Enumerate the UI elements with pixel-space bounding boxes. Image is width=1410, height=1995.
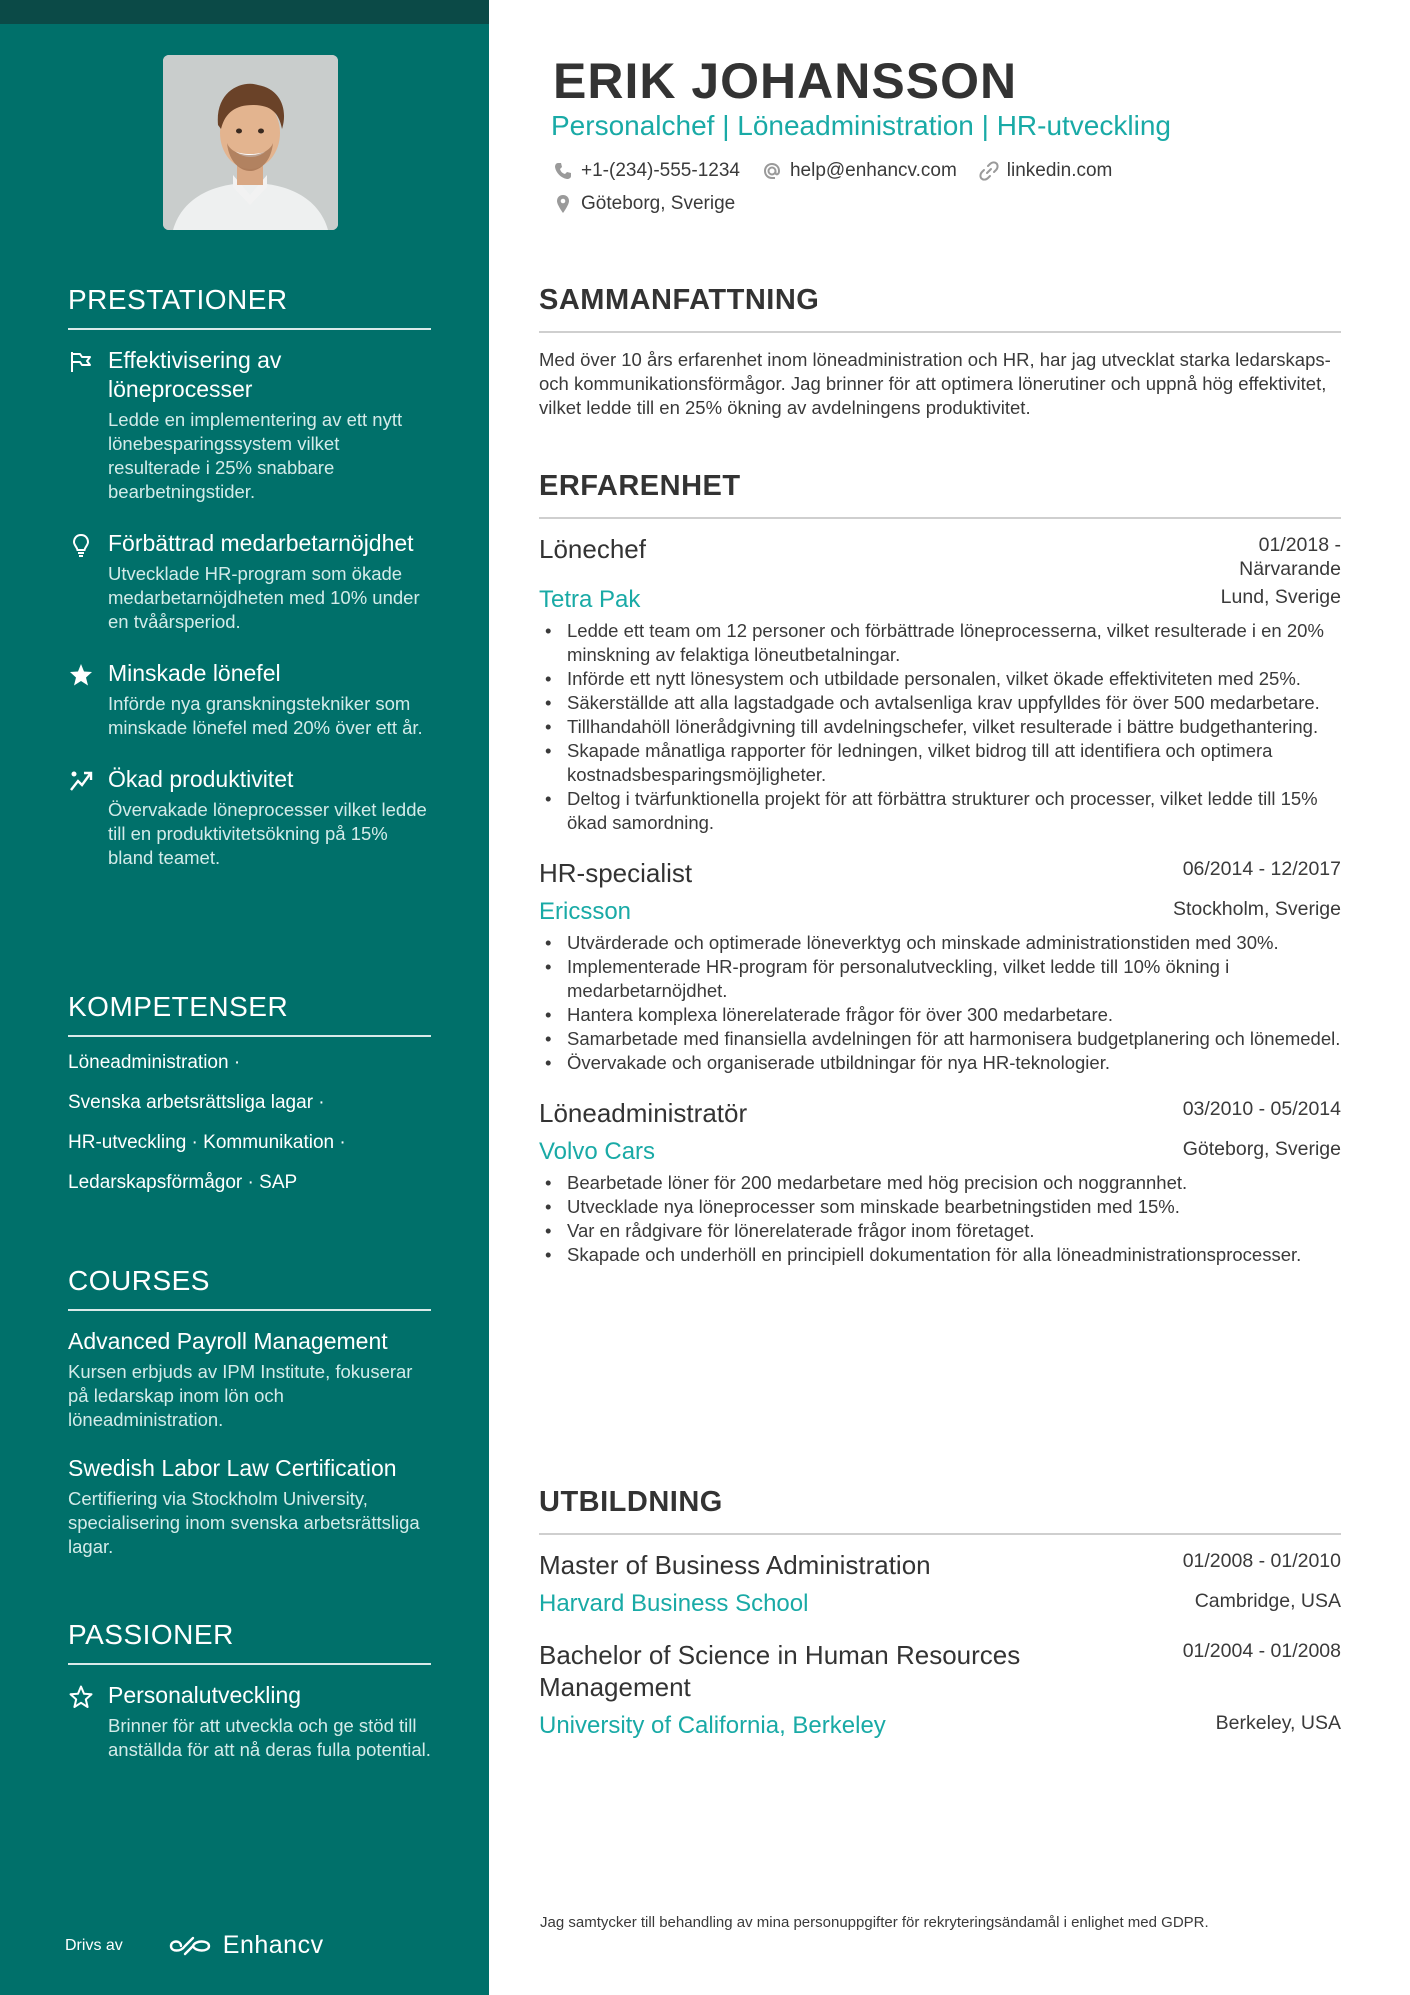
powered-by <box>65 1931 324 1960</box>
bullet-item: • Var en rådgivare för lönerelaterade frågor inom företaget. <box>539 1219 1341 1243</box>
bullet-item: • Samarbetade med finansiella avdelningen för att harmonisera budgetplanering och lönemedel. <box>539 1027 1341 1051</box>
at-icon <box>762 161 782 181</box>
phone-text: +1-(234)-555-1234 <box>581 160 740 181</box>
skill-line: HR-utveckling · Kommunikation · <box>68 1132 346 1153</box>
education-entry <box>539 1549 1341 1619</box>
achievement-title: Minskade lönefel <box>108 660 281 686</box>
degree-title: Bachelor of Science in Human Resources Management <box>539 1640 1021 1702</box>
education-location: Cambridge, USA <box>1194 1590 1341 1612</box>
achievement-item <box>68 659 431 740</box>
job-location: Göteborg, Sverige <box>1182 1138 1341 1160</box>
job-bullets <box>539 931 1341 1075</box>
achievement-item <box>68 765 431 870</box>
passion-title: Personalutveckling <box>108 1682 302 1708</box>
candidate-name: ERIK JOHANSSON <box>553 53 1018 109</box>
bullet-item: • Säkerställde att alla lagstadgade och avtalsenliga krav uppfylldes för över 500 medarbetare. <box>539 691 1341 715</box>
course-desc: Certifiering via Stockholm University, specialisering inom svenska arbetsrättsliga lagar. <box>68 1488 420 1557</box>
tagline: Personalchef | Löneadministration | HR-utveckling <box>551 110 1171 141</box>
passions-section <box>68 1619 431 1762</box>
degree-title: Master of Business Administration <box>539 1550 931 1580</box>
passion-item <box>68 1681 431 1762</box>
job-date: 06/2014 - 12/2017 <box>1182 858 1341 880</box>
bullet-item: • Skapade månatliga rapporter för ledningen, vilket bidrog till att identifiera och optimera kostnadsbesparingsmöjligheter. <box>539 739 1341 787</box>
job-entry <box>539 533 1341 835</box>
bullet-item: • Införde ett nytt lönesystem och utbildade personalen, vilket ökade effektiviteten med 25%. <box>539 667 1341 691</box>
course-item <box>68 1327 448 1432</box>
course-title: Advanced Payroll Management <box>68 1328 388 1354</box>
course-desc: Kursen erbjuds av IPM Institute, fokuserar på ledarskap inom lön och löneadministration. <box>68 1361 413 1430</box>
skill-line: Svenska arbetsrättsliga lagar · <box>68 1092 325 1113</box>
linkedin-contact[interactable] <box>979 160 1113 182</box>
company-name: Volvo Cars <box>539 1138 656 1165</box>
gdpr-consent: Jag samtycker till behandling av mina personuppgifter för rekryteringsändamål i enlighet med GDPR. <box>540 1914 1209 1931</box>
location-text: Göteborg, Sverige <box>581 193 736 214</box>
location-pin-icon <box>553 194 573 214</box>
flag-icon <box>68 349 94 375</box>
job-bullets <box>539 619 1341 835</box>
email-contact[interactable] <box>762 160 957 182</box>
bullet-item: • Skapade och underhöll en principiell dokumentation för alla löneadministrationsprocesser. <box>539 1243 1341 1267</box>
bullet-item: • Utvecklade nya löneprocesser som minskade bearbetningstiden med 15%. <box>539 1195 1341 1219</box>
job-entry <box>539 857 1341 1075</box>
achievement-item <box>68 346 431 504</box>
linkedin-text: linkedin.com <box>1006 160 1113 181</box>
sidebar-top-bar <box>0 0 489 24</box>
job-title: Lönechef <box>539 534 646 564</box>
bullet-item: • Utvärderade och optimerade löneverktyg och minskade administrationstiden med 30%. <box>539 931 1341 955</box>
job-location: Lund, Sverige <box>1220 586 1341 608</box>
enhancv-logo-icon <box>167 1934 213 1958</box>
courses-heading: COURSES <box>68 1265 431 1311</box>
achievement-desc: Utvecklade HR-program som ökade medarbetarnöjdheten med 10% under en tvåårsperiod. <box>108 563 420 632</box>
experience-heading: ERFARENHET <box>539 470 1341 519</box>
education-date: 01/2004 - 01/2008 <box>1182 1640 1341 1662</box>
bullet-item: • Tillhandahöll lönerådgivning till avdelningschefer, vilket resulterade i bättre budgethantering. <box>539 715 1341 739</box>
email-text: help@enhancv.com <box>789 160 957 181</box>
passion-desc: Brinner för att utveckla och ge stöd till anställda för att nå deras fulla potential. <box>108 1715 431 1760</box>
job-date: 01/2018 - Närvarande <box>1239 534 1341 580</box>
achievement-desc: Övervakade löneprocesser vilket ledde till en produktivitetsökning på 15% bland teamet. <box>108 799 427 868</box>
experience-section <box>539 470 1341 1267</box>
education-section <box>539 1486 1341 1741</box>
company-name: Ericsson <box>539 898 632 925</box>
education-date: 01/2008 - 01/2010 <box>1182 1550 1341 1572</box>
skills-heading: KOMPETENSER <box>68 991 431 1037</box>
school-name: Harvard Business School <box>539 1590 809 1617</box>
summary-section <box>539 284 1341 420</box>
star-outline-icon <box>68 1684 94 1710</box>
achievement-title: Effektivisering av löneprocesser <box>108 347 282 402</box>
passions-heading: PASSIONER <box>68 1619 431 1665</box>
job-title: Löneadministratör <box>539 1098 748 1128</box>
summary-text: Med över 10 års erfarenhet inom löneadministration och HR, har jag utvecklat starka ledarskaps- och kommunikationsförmågor. Jag brinner för att optimera lönerutiner och uppnå hög effektivitet, vilket ledde till en 25% ökning av avdelningens produktivitet. <box>539 349 1331 418</box>
enhancv-logo-text: Enhancv <box>222 1931 324 1959</box>
skills-section <box>68 991 431 1211</box>
profile-photo <box>163 55 338 230</box>
summary-heading: SAMMANFATTNING <box>539 284 1341 333</box>
course-title: Swedish Labor Law Certification <box>68 1455 397 1481</box>
trend-icon <box>68 768 94 794</box>
achievement-title: Förbättrad medarbetarnöjdhet <box>108 530 414 556</box>
job-date: 03/2010 - 05/2014 <box>1182 1098 1341 1120</box>
bullet-item: • Bearbetade löner för 200 medarbetare med hög precision och noggrannhet. <box>539 1171 1341 1195</box>
company-name: Tetra Pak <box>539 586 641 613</box>
achievements-heading: PRESTATIONER <box>68 284 431 330</box>
achievement-desc: Ledde en implementering av ett nytt lönebesparingssystem vilket resulterade i 25% snabbare bearbetningstider. <box>108 409 403 502</box>
skills-list <box>68 1051 431 1195</box>
job-bullets <box>539 1171 1341 1267</box>
lightbulb-icon <box>68 532 94 558</box>
job-title: HR-specialist <box>539 858 693 888</box>
phone-contact[interactable] <box>553 160 740 182</box>
skill-line: Ledarskapsförmågor · SAP <box>68 1172 298 1193</box>
achievements-section <box>68 284 431 870</box>
school-name: University of California, Berkeley <box>539 1712 886 1739</box>
star-filled-icon <box>68 662 94 688</box>
bullet-item: • Deltog i tvärfunktionella projekt för att förbättra strukturer och processer, vilket ledde till 15% ökad samordning. <box>539 787 1341 835</box>
job-location: Stockholm, Sverige <box>1173 898 1341 920</box>
achievement-desc: Införde nya granskningstekniker som minskade lönefel med 20% över ett år. <box>108 693 423 738</box>
education-heading: UTBILDNING <box>539 1486 1341 1535</box>
skill-line: Löneadministration · <box>68 1052 241 1073</box>
job-entry <box>539 1097 1341 1267</box>
link-icon <box>979 161 999 181</box>
courses-section <box>68 1265 448 1559</box>
course-item <box>68 1454 448 1559</box>
achievement-item <box>68 529 431 634</box>
education-entry <box>539 1639 1341 1741</box>
achievement-title: Ökad produktivitet <box>108 766 294 792</box>
bullet-item: • Implementerade HR-program för personalutveckling, vilket ledde till 10% ökning i medarbetarnöjdhet. <box>539 955 1341 1003</box>
phone-icon <box>553 161 573 181</box>
bullet-item: • Övervakade och organiserade utbildningar för nya HR-teknologier. <box>539 1051 1341 1075</box>
powered-by-label: Drivs av <box>65 1936 123 1954</box>
education-location: Berkeley, USA <box>1215 1712 1341 1734</box>
enhancv-logo[interactable] <box>167 1931 324 1960</box>
bullet-item: • Hantera komplexa lönerelaterade frågor för över 300 medarbetare. <box>539 1003 1341 1027</box>
location-contact <box>553 193 735 215</box>
sidebar <box>0 0 489 1995</box>
bullet-item: • Ledde ett team om 12 personer och förbättrade löneprocesserna, vilket resulterade i en 20% minskning av felaktiga löneutbetalningar. <box>539 619 1341 667</box>
contact-info <box>553 160 1333 226</box>
